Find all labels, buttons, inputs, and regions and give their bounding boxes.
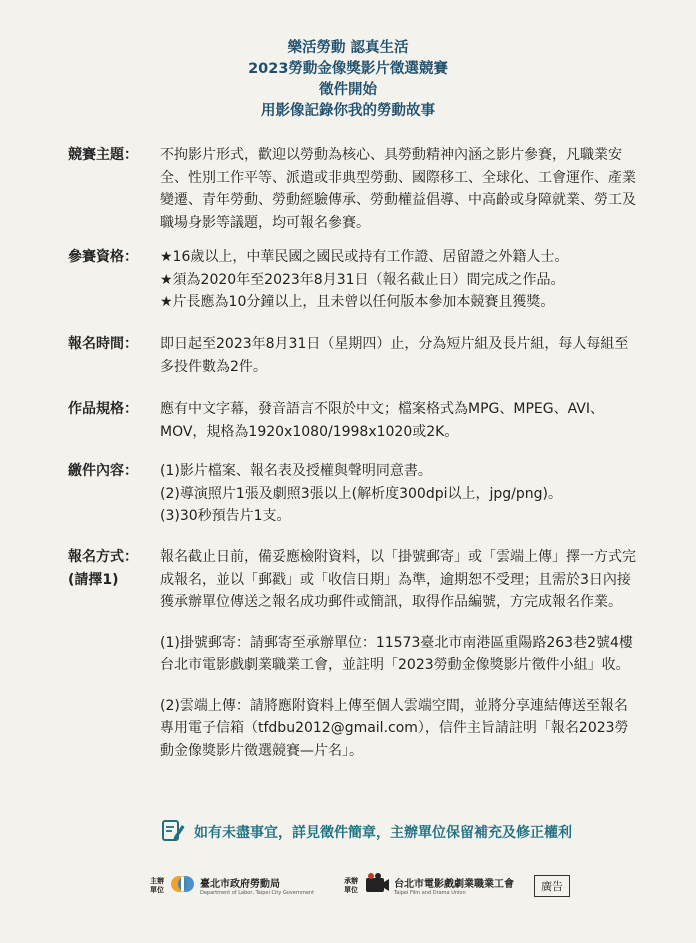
header-title: 2023勞動金像獎影片徵選競賽	[248, 61, 448, 77]
section-label-note: (請擇1)	[68, 571, 119, 588]
section-text: 報名截止日前，備妥應檢附資料，以「掛號郵寄」或「雲端上傳」擇一方式完成報名，並以「郵戳」或「收信日期」為準，逾期恕不受理；且需於3日內接獲承辦單位傳送之報名成功郵件或簡訊，取得作品編號，方完成報名作業。	[160, 549, 636, 610]
section-text: (1)影片檔案、報名表及授權與聲明同意書。	[160, 463, 432, 479]
section-text-mail: (1)掛號郵寄：請郵寄至承辦單位：11573臺北市南港區重陽路263巷2號4樓台北市電影戲劇業職業工會，並註明「2023勞動金像獎影片徵件小組」收。	[160, 634, 633, 673]
contractor-name: 台北市電影戲劇業職業工會	[394, 879, 515, 890]
header-call: 徵件開始	[319, 82, 377, 98]
ad-label: 廣告	[534, 875, 570, 897]
section-eligibility	[68, 246, 648, 314]
organizer-name: 臺北市政府勞動局	[200, 879, 280, 890]
section-theme	[68, 144, 648, 234]
contractor-tag-line: 承辦	[344, 876, 359, 885]
section-text-cloud: (2)雲端上傳：請將應附資料上傳至個人雲端空間，並將分享連結傳送至報名專用電子信箱（tfdbu2012@gmail.com），信件主旨請註明「報名2023勞動金像獎影片徵選競賽—片名」。	[160, 697, 629, 759]
section-spec	[68, 398, 648, 443]
section-text: 不拘影片形式，歡迎以勞動為核心、具勞動精神內涵之影片參賽，凡職業安全、性別工作平等、派遣或非典型勞動、國際移工、全球化、工會運作、產業變遷、青年勞動、勞動經驗傳承、勞動權益倡導、中高齡或身障就業、勞工及職場身影等議題，均可報名參賽。	[160, 147, 636, 231]
section-label: 競賽主題：	[68, 147, 138, 163]
section-text: (3)30秒預告片1支。	[160, 508, 291, 524]
contractor-en: Taipei Film and Drama Union	[394, 890, 466, 896]
contractor-name-block	[394, 875, 514, 896]
organizer	[170, 872, 314, 899]
section-body	[160, 398, 640, 443]
section-method	[68, 546, 648, 762]
section-body	[160, 333, 640, 378]
section-body	[160, 144, 640, 234]
footnote-text: 如有未盡事宜，詳見徵件簡章，主辦單位保留補充及修正權利	[194, 825, 572, 841]
edit-note-icon	[160, 817, 186, 847]
section-body	[160, 546, 640, 762]
footnote	[160, 817, 572, 847]
footer	[150, 872, 570, 899]
section-label: 作品規格：	[68, 401, 138, 417]
section-text: ★16歲以上，中華民國之國民或持有工作證、居留證之外籍人士。	[160, 249, 569, 265]
section-submission	[68, 460, 648, 528]
poster-header	[0, 38, 696, 122]
section-label: 報名時間：	[68, 336, 138, 352]
section-text: ★須為2020年至2023年8月31日（報名截止日）間完成之作品。	[160, 271, 565, 288]
film-union-logo-icon	[364, 872, 390, 899]
organizer-tag-line: 主辦	[150, 876, 164, 885]
section-label-group	[68, 546, 160, 762]
section-label: 繳件內容：	[68, 463, 138, 479]
section-text: 即日起至2023年8月31日（星期四）止，分為短片組及長片組，每人每組至多投件數為2件。	[160, 336, 629, 375]
organizer-name-block	[200, 875, 314, 896]
organizer-en: Department of Labor, Taipei City Government	[200, 890, 315, 896]
section-text: (2)導演照片1張及劇照3張以上(解析度300dpi以上，jpg/png)。	[160, 485, 562, 502]
contractor-tag	[344, 877, 358, 895]
section-body	[160, 460, 640, 528]
organizer-tag-line: 單位	[150, 885, 164, 894]
labor-department-logo-icon	[170, 872, 196, 899]
section-period	[68, 333, 648, 378]
section-label: 報名方式：	[68, 549, 138, 565]
organizer-tag	[150, 877, 164, 895]
section-text: ★片長應為10分鐘以上，且未曾以任何版本參加本競賽且獲獎。	[160, 294, 555, 310]
section-label: 參賽資格：	[68, 249, 138, 265]
header-tagline: 用影像記錄你我的勞動故事	[261, 103, 435, 119]
contractor-tag-line: 單位	[344, 885, 359, 894]
section-body	[160, 246, 640, 314]
contractor	[364, 872, 514, 899]
header-slogan: 樂活勞動 認真生活	[287, 40, 409, 56]
section-text: 應有中文字幕，發音語言不限於中文；檔案格式為MPG、MPEG、AVI、MOV，規格為1920x1080/1998x1020或2K。	[160, 401, 604, 440]
